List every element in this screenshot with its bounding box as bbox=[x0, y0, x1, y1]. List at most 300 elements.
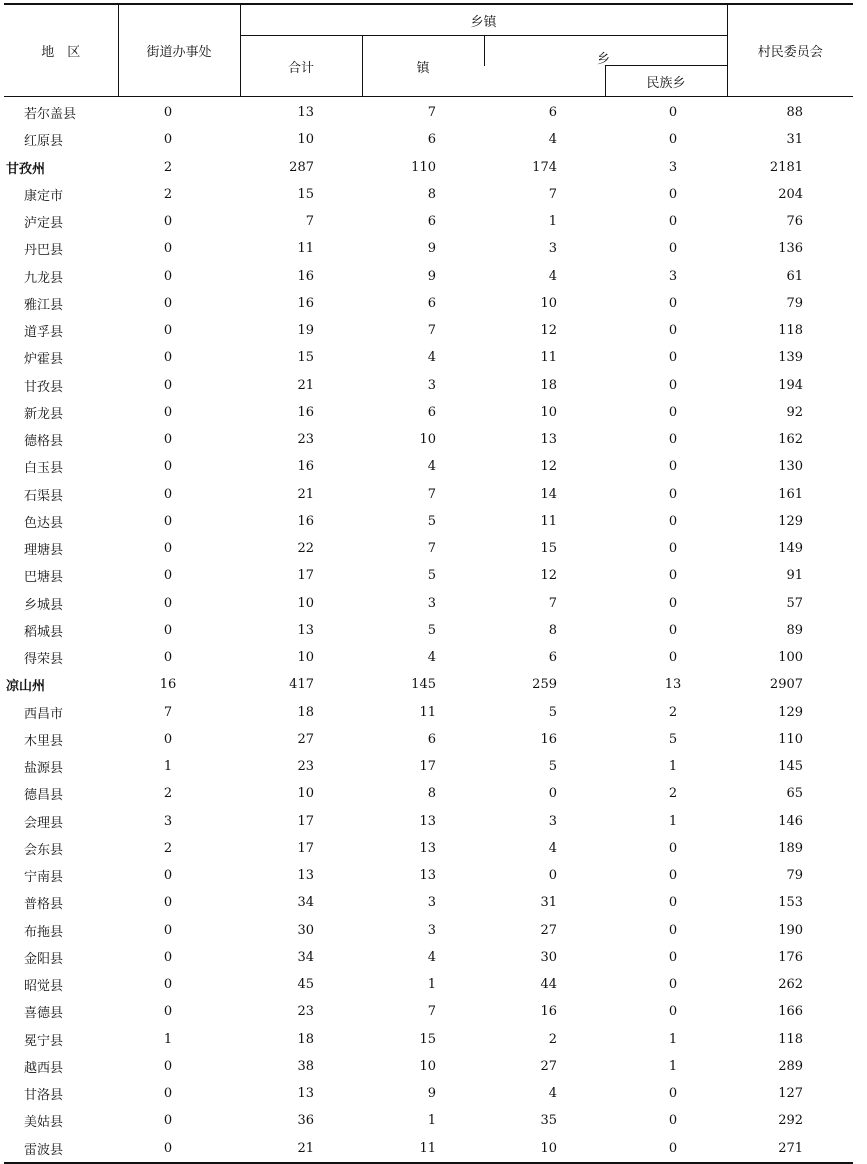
cell-total: 21 bbox=[297, 377, 314, 393]
cell-township: 4 bbox=[548, 132, 557, 148]
cell-region-name: 色达县 bbox=[24, 515, 64, 531]
cell-region-name: 乡城县 bbox=[24, 597, 64, 613]
cell-subdistrict-office: 2 bbox=[163, 159, 173, 175]
cell-region-name: 会理县 bbox=[24, 815, 64, 831]
table-row bbox=[4, 481, 853, 508]
cell-total: 16 bbox=[297, 404, 314, 420]
cell-subdistrict-office: 0 bbox=[163, 241, 173, 257]
cell-village-committee: 88 bbox=[786, 105, 804, 121]
cell-town: 7 bbox=[427, 486, 436, 502]
cell-subdistrict-office: 0 bbox=[163, 1004, 173, 1020]
cell-ethnic-township: 1 bbox=[668, 759, 678, 775]
cell-township: 30 bbox=[540, 949, 557, 965]
cell-township: 6 bbox=[548, 650, 557, 666]
cell-village-committee: 91 bbox=[786, 568, 804, 584]
cell-ethnic-township: 0 bbox=[668, 105, 678, 121]
cell-ethnic-township: 0 bbox=[668, 186, 678, 202]
cell-township: 7 bbox=[548, 186, 557, 202]
cell-subdistrict-office: 0 bbox=[163, 105, 173, 121]
cell-region-name: 雅江县 bbox=[24, 297, 64, 313]
cell-total: 18 bbox=[297, 704, 314, 720]
cell-village-committee: 127 bbox=[778, 1086, 804, 1102]
cell-subdistrict-office: 16 bbox=[159, 677, 177, 693]
cell-region-name: 木里县 bbox=[24, 733, 64, 749]
cell-township: 5 bbox=[548, 759, 557, 775]
cell-town: 3 bbox=[427, 922, 436, 938]
cell-ethnic-township: 2 bbox=[668, 704, 678, 720]
table-body bbox=[4, 97, 853, 1163]
cell-township: 4 bbox=[548, 268, 557, 284]
cell-ethnic-township: 0 bbox=[668, 622, 678, 638]
table-row bbox=[4, 590, 853, 617]
cell-town: 7 bbox=[427, 105, 436, 121]
cell-village-committee: 76 bbox=[786, 214, 804, 230]
cell-subdistrict-office: 0 bbox=[163, 295, 173, 311]
cell-village-committee: 92 bbox=[786, 404, 804, 420]
cell-township: 12 bbox=[540, 323, 557, 339]
cell-total: 417 bbox=[289, 677, 314, 693]
header-town: 镇 bbox=[362, 36, 484, 97]
cell-ethnic-township: 13 bbox=[664, 677, 682, 693]
table-row bbox=[4, 126, 853, 153]
cell-ethnic-township: 0 bbox=[668, 513, 678, 529]
cell-region-name: 会东县 bbox=[24, 842, 64, 858]
cell-village-committee: 118 bbox=[778, 323, 804, 339]
cell-township: 0 bbox=[548, 868, 557, 884]
cell-town: 3 bbox=[427, 595, 436, 611]
cell-total: 30 bbox=[297, 922, 314, 938]
cell-region-name: 白玉县 bbox=[24, 461, 64, 477]
cell-township: 7 bbox=[548, 595, 557, 611]
cell-region-name: 石渠县 bbox=[24, 488, 64, 504]
cell-town: 3 bbox=[427, 377, 436, 393]
cell-town: 4 bbox=[427, 350, 436, 366]
cell-region-name: 雷波县 bbox=[4, 1135, 118, 1163]
cell-subdistrict-office: 0 bbox=[163, 350, 173, 366]
cell-village-committee: 31 bbox=[786, 132, 804, 148]
table-row bbox=[4, 644, 853, 671]
cell-ethnic-township: 5 bbox=[668, 731, 678, 747]
cell-town: 10 bbox=[419, 1058, 436, 1074]
cell-township: 2 bbox=[548, 1031, 557, 1047]
cell-subdistrict-office: 0 bbox=[163, 459, 173, 475]
cell-village-committee: 110 bbox=[778, 731, 804, 747]
cell-township: 1 bbox=[548, 214, 557, 230]
table-row bbox=[4, 808, 853, 835]
cell-region-name: 泸定县 bbox=[24, 216, 64, 232]
cell-village-committee: 194 bbox=[778, 377, 804, 393]
table-row bbox=[4, 535, 853, 562]
cell-region-name: 盐源县 bbox=[24, 761, 64, 777]
cell-village-committee: 89 bbox=[786, 622, 804, 638]
cell-town: 7 bbox=[427, 541, 436, 557]
cell-subdistrict-office: 0 bbox=[163, 432, 173, 448]
cell-township: 10 bbox=[484, 1135, 605, 1163]
cell-village-committee: 79 bbox=[786, 295, 804, 311]
cell-township: 11 bbox=[540, 350, 557, 366]
cell-ethnic-township: 0 bbox=[668, 432, 678, 448]
cell-total: 13 bbox=[297, 105, 314, 121]
cell-village-committee: 292 bbox=[778, 1113, 804, 1129]
cell-village-committee: 176 bbox=[778, 949, 804, 965]
cell-township: 11 bbox=[540, 513, 557, 529]
cell-region-name: 越西县 bbox=[24, 1060, 64, 1076]
cell-ethnic-township: 0 bbox=[668, 214, 678, 230]
cell-town: 3 bbox=[427, 895, 436, 911]
table-row bbox=[4, 1026, 853, 1053]
cell-village-committee: 289 bbox=[778, 1058, 804, 1074]
cell-village-committee: 65 bbox=[786, 786, 804, 802]
cell-township: 18 bbox=[540, 377, 557, 393]
cell-village-committee: 79 bbox=[786, 868, 804, 884]
cell-ethnic-township: 0 bbox=[668, 404, 678, 420]
cell-town: 5 bbox=[427, 622, 436, 638]
cell-region-name: 西昌市 bbox=[24, 706, 64, 722]
cell-village-committee: 129 bbox=[778, 704, 804, 720]
cell-total: 10 bbox=[297, 786, 314, 802]
cell-subdistrict-office: 0 bbox=[163, 323, 173, 339]
cell-town: 8 bbox=[427, 186, 436, 202]
cell-subdistrict-office: 0 bbox=[163, 541, 173, 557]
cell-total: 21 bbox=[240, 1135, 362, 1163]
cell-subdistrict-office: 0 bbox=[163, 922, 173, 938]
cell-region-name: 理塘县 bbox=[24, 543, 64, 559]
cell-town: 7 bbox=[427, 1004, 436, 1020]
table-row bbox=[4, 862, 853, 889]
cell-subdistrict-office: 0 bbox=[163, 895, 173, 911]
cell-village-committee: 262 bbox=[778, 977, 804, 993]
table-row bbox=[4, 344, 853, 371]
cell-subdistrict-office: 0 bbox=[163, 650, 173, 666]
cell-subdistrict-office: 2 bbox=[163, 840, 173, 856]
cell-village-committee: 136 bbox=[778, 241, 804, 257]
cell-ethnic-township: 0 bbox=[668, 650, 678, 666]
cell-village-committee: 130 bbox=[778, 459, 804, 475]
cell-ethnic-township: 3 bbox=[668, 159, 678, 175]
cell-subdistrict-office: 0 bbox=[163, 731, 173, 747]
table-row bbox=[4, 917, 853, 944]
table-row bbox=[4, 699, 853, 726]
table-row bbox=[4, 317, 853, 344]
table-row bbox=[4, 971, 853, 998]
cell-total: 19 bbox=[297, 323, 314, 339]
cell-ethnic-township: 0 bbox=[668, 1004, 678, 1020]
cell-total: 17 bbox=[297, 813, 314, 829]
cell-region-name: 红原县 bbox=[24, 134, 64, 150]
cell-town: 6 bbox=[427, 132, 436, 148]
table-row bbox=[4, 944, 853, 971]
cell-village-committee: 271 bbox=[727, 1135, 853, 1163]
cell-total: 36 bbox=[297, 1113, 314, 1129]
cell-town: 4 bbox=[427, 949, 436, 965]
cell-region-name: 得荣县 bbox=[24, 652, 64, 668]
cell-town: 6 bbox=[427, 295, 436, 311]
cell-ethnic-township: 0 bbox=[668, 350, 678, 366]
cell-ethnic-township: 0 bbox=[668, 595, 678, 611]
cell-ethnic-township: 0 bbox=[668, 241, 678, 257]
cell-ethnic-township: 0 bbox=[668, 459, 678, 475]
cell-subdistrict-office: 0 bbox=[163, 268, 173, 284]
table-row bbox=[4, 726, 853, 753]
cell-region-name: 昭觉县 bbox=[24, 979, 64, 995]
table-row bbox=[4, 181, 853, 208]
cell-village-committee: 149 bbox=[778, 541, 804, 557]
cell-ethnic-township: 0 bbox=[668, 840, 678, 856]
cell-village-committee: 129 bbox=[778, 513, 804, 529]
cell-total: 287 bbox=[289, 159, 314, 175]
cell-village-committee: 61 bbox=[786, 268, 804, 284]
cell-town: 4 bbox=[427, 650, 436, 666]
cell-township: 259 bbox=[532, 677, 557, 693]
cell-village-committee: 153 bbox=[778, 895, 804, 911]
cell-township: 44 bbox=[540, 977, 557, 993]
table-row bbox=[4, 426, 853, 453]
cell-region-name: 甘孜州 bbox=[6, 161, 46, 177]
cell-total: 7 bbox=[305, 214, 314, 230]
cell-ethnic-township: 0 bbox=[668, 1086, 678, 1102]
cell-township: 12 bbox=[540, 568, 557, 584]
cell-total: 21 bbox=[297, 486, 314, 502]
cell-township: 0 bbox=[548, 786, 557, 802]
cell-region-name: 布拖县 bbox=[24, 924, 64, 940]
cell-total: 13 bbox=[297, 622, 314, 638]
cell-ethnic-township: 0 bbox=[668, 949, 678, 965]
cell-region-name: 九龙县 bbox=[24, 270, 64, 286]
cell-subdistrict-office: 0 bbox=[163, 622, 173, 638]
cell-town: 13 bbox=[419, 813, 436, 829]
header-township bbox=[484, 36, 727, 66]
header-township-spacer bbox=[484, 66, 605, 97]
cell-total: 10 bbox=[297, 132, 314, 148]
cell-total: 13 bbox=[297, 1086, 314, 1102]
cell-town: 5 bbox=[427, 513, 436, 529]
header-township-group: 乡镇 bbox=[240, 4, 727, 36]
cell-subdistrict-office: 0 bbox=[163, 214, 173, 230]
cell-subdistrict-office: 0 bbox=[163, 132, 173, 148]
cell-village-committee: 2907 bbox=[769, 677, 804, 693]
cell-subdistrict-office: 0 bbox=[163, 486, 173, 502]
cell-subdistrict-office: 0 bbox=[163, 977, 173, 993]
cell-town: 8 bbox=[427, 786, 436, 802]
cell-subdistrict-office: 7 bbox=[163, 704, 173, 720]
cell-total: 11 bbox=[297, 241, 314, 257]
cell-total: 16 bbox=[297, 513, 314, 529]
cell-region-name: 德昌县 bbox=[24, 788, 64, 804]
cell-village-committee: 145 bbox=[778, 759, 804, 775]
cell-township: 16 bbox=[540, 1004, 557, 1020]
header-subdistrict-office: 街道办事处 bbox=[118, 4, 240, 97]
table-row bbox=[4, 835, 853, 862]
cell-region-name: 金阳县 bbox=[24, 951, 64, 967]
cell-village-committee: 118 bbox=[778, 1031, 804, 1047]
table-row bbox=[4, 753, 853, 780]
table-row bbox=[4, 617, 853, 644]
cell-township: 6 bbox=[548, 105, 557, 121]
cell-ethnic-township: 0 bbox=[668, 1113, 678, 1129]
table-row bbox=[4, 263, 853, 290]
header-ethnic-township: 民族乡 bbox=[605, 66, 727, 97]
table-row bbox=[4, 780, 853, 807]
cell-subdistrict-office: 3 bbox=[163, 813, 173, 829]
cell-subdistrict-office: 0 bbox=[163, 1086, 173, 1102]
cell-township: 16 bbox=[540, 731, 557, 747]
header-region: 地 区 bbox=[4, 4, 118, 97]
cell-region-name: 普格县 bbox=[24, 897, 64, 913]
cell-ethnic-township: 0 bbox=[668, 486, 678, 502]
cell-township: 174 bbox=[532, 159, 557, 175]
cell-total: 17 bbox=[297, 840, 314, 856]
cell-town: 11 bbox=[419, 704, 436, 720]
cell-total: 34 bbox=[297, 895, 314, 911]
cell-subdistrict-office: 0 bbox=[163, 868, 173, 884]
cell-ethnic-township: 2 bbox=[668, 786, 678, 802]
cell-total: 38 bbox=[297, 1058, 314, 1074]
cell-total: 27 bbox=[297, 731, 314, 747]
cell-town: 11 bbox=[362, 1135, 484, 1163]
cell-region-name: 丹巴县 bbox=[24, 243, 64, 259]
cell-town: 4 bbox=[427, 459, 436, 475]
cell-ethnic-township: 0 bbox=[668, 977, 678, 993]
cell-town: 1 bbox=[427, 1113, 436, 1129]
cell-town: 9 bbox=[427, 1086, 436, 1102]
cell-total: 13 bbox=[297, 868, 314, 884]
cell-ethnic-township: 0 bbox=[668, 868, 678, 884]
cell-township: 31 bbox=[540, 895, 557, 911]
table-row bbox=[4, 453, 853, 480]
table-row bbox=[4, 1135, 853, 1163]
cell-total: 17 bbox=[297, 568, 314, 584]
cell-total: 22 bbox=[297, 541, 314, 557]
cell-township: 5 bbox=[548, 704, 557, 720]
cell-ethnic-township: 0 bbox=[668, 541, 678, 557]
cell-region-name: 凉山州 bbox=[6, 679, 46, 695]
header-village-committee: 村民委员会 bbox=[727, 4, 853, 97]
cell-township: 4 bbox=[548, 1086, 557, 1102]
cell-township: 15 bbox=[540, 541, 557, 557]
cell-total: 10 bbox=[297, 650, 314, 666]
cell-village-committee: 189 bbox=[778, 840, 804, 856]
header-total: 合计 bbox=[240, 36, 362, 97]
cell-village-committee: 146 bbox=[778, 813, 804, 829]
cell-total: 10 bbox=[297, 595, 314, 611]
cell-region-name: 稻城县 bbox=[24, 624, 64, 640]
cell-town: 145 bbox=[411, 677, 436, 693]
cell-ethnic-township: 0 bbox=[605, 1135, 727, 1163]
cell-township: 3 bbox=[548, 241, 557, 257]
cell-subdistrict-office: 0 bbox=[163, 1058, 173, 1074]
cell-region-name: 道孚县 bbox=[24, 325, 64, 341]
cell-ethnic-township: 0 bbox=[668, 568, 678, 584]
cell-township: 4 bbox=[548, 840, 557, 856]
cell-town: 17 bbox=[419, 759, 436, 775]
cell-region-name: 甘洛县 bbox=[24, 1088, 64, 1104]
cell-township: 13 bbox=[540, 432, 557, 448]
cell-region-name: 喜德县 bbox=[24, 1006, 64, 1022]
cell-town: 15 bbox=[419, 1031, 436, 1047]
cell-township: 3 bbox=[548, 813, 557, 829]
cell-ethnic-township: 0 bbox=[668, 323, 678, 339]
cell-town: 9 bbox=[427, 268, 436, 284]
cell-town: 6 bbox=[427, 214, 436, 230]
cell-total: 23 bbox=[297, 1004, 314, 1020]
cell-total: 16 bbox=[297, 459, 314, 475]
cell-township: 10 bbox=[540, 404, 557, 420]
cell-total: 16 bbox=[297, 295, 314, 311]
cell-subdistrict-office: 0 bbox=[163, 404, 173, 420]
table-row bbox=[4, 372, 853, 399]
cell-town: 5 bbox=[427, 568, 436, 584]
cell-total: 16 bbox=[297, 268, 314, 284]
cell-total: 45 bbox=[297, 977, 314, 993]
cell-subdistrict-office: 0 bbox=[163, 377, 173, 393]
cell-subdistrict-office: 2 bbox=[163, 186, 173, 202]
cell-subdistrict-office: 1 bbox=[163, 759, 173, 775]
cell-township: 12 bbox=[540, 459, 557, 475]
cell-ethnic-township: 0 bbox=[668, 377, 678, 393]
cell-township: 14 bbox=[540, 486, 557, 502]
cell-total: 23 bbox=[297, 759, 314, 775]
cell-ethnic-township: 1 bbox=[668, 813, 678, 829]
table-row bbox=[4, 508, 853, 535]
cell-total: 15 bbox=[297, 350, 314, 366]
table-row bbox=[4, 562, 853, 589]
cell-township: 10 bbox=[540, 295, 557, 311]
cell-region-name: 美姑县 bbox=[24, 1115, 64, 1131]
cell-town: 9 bbox=[427, 241, 436, 257]
cell-total: 18 bbox=[297, 1031, 314, 1047]
cell-region-name: 新龙县 bbox=[24, 406, 64, 422]
cell-subdistrict-office: 0 bbox=[118, 1135, 240, 1163]
table-row bbox=[4, 154, 853, 181]
cell-subdistrict-office: 0 bbox=[163, 513, 173, 529]
cell-region-name: 甘孜县 bbox=[24, 379, 64, 395]
cell-region-name: 康定市 bbox=[24, 188, 64, 204]
cell-village-committee: 166 bbox=[778, 1004, 804, 1020]
cell-subdistrict-office: 0 bbox=[163, 595, 173, 611]
cell-ethnic-township: 0 bbox=[668, 132, 678, 148]
header-township-label: 乡 bbox=[597, 52, 611, 67]
cell-region-name: 若尔盖县 bbox=[24, 107, 77, 123]
cell-ethnic-township: 0 bbox=[668, 895, 678, 911]
cell-subdistrict-office: 0 bbox=[163, 949, 173, 965]
table-row bbox=[4, 399, 853, 426]
cell-village-committee: 2181 bbox=[769, 159, 804, 175]
cell-region-name: 德格县 bbox=[24, 434, 64, 450]
cell-township: 8 bbox=[548, 622, 557, 638]
cell-region-name: 冕宁县 bbox=[24, 1033, 64, 1049]
table-row bbox=[4, 290, 853, 317]
cell-total: 23 bbox=[297, 432, 314, 448]
cell-total: 15 bbox=[297, 186, 314, 202]
cell-total: 34 bbox=[297, 949, 314, 965]
table-row bbox=[4, 97, 853, 127]
cell-region-name: 宁南县 bbox=[24, 870, 64, 886]
cell-subdistrict-office: 0 bbox=[163, 1113, 173, 1129]
cell-ethnic-township: 3 bbox=[668, 268, 678, 284]
cell-town: 6 bbox=[427, 731, 436, 747]
cell-township: 27 bbox=[540, 922, 557, 938]
cell-village-committee: 161 bbox=[778, 486, 804, 502]
table-row bbox=[4, 1107, 853, 1134]
cell-ethnic-township: 1 bbox=[668, 1031, 678, 1047]
table-row bbox=[4, 889, 853, 916]
cell-village-committee: 139 bbox=[778, 350, 804, 366]
cell-region-name: 巴塘县 bbox=[24, 570, 64, 586]
cell-village-committee: 190 bbox=[778, 922, 804, 938]
cell-subdistrict-office: 1 bbox=[163, 1031, 173, 1047]
cell-village-committee: 57 bbox=[786, 595, 804, 611]
cell-ethnic-township: 1 bbox=[668, 1058, 678, 1074]
